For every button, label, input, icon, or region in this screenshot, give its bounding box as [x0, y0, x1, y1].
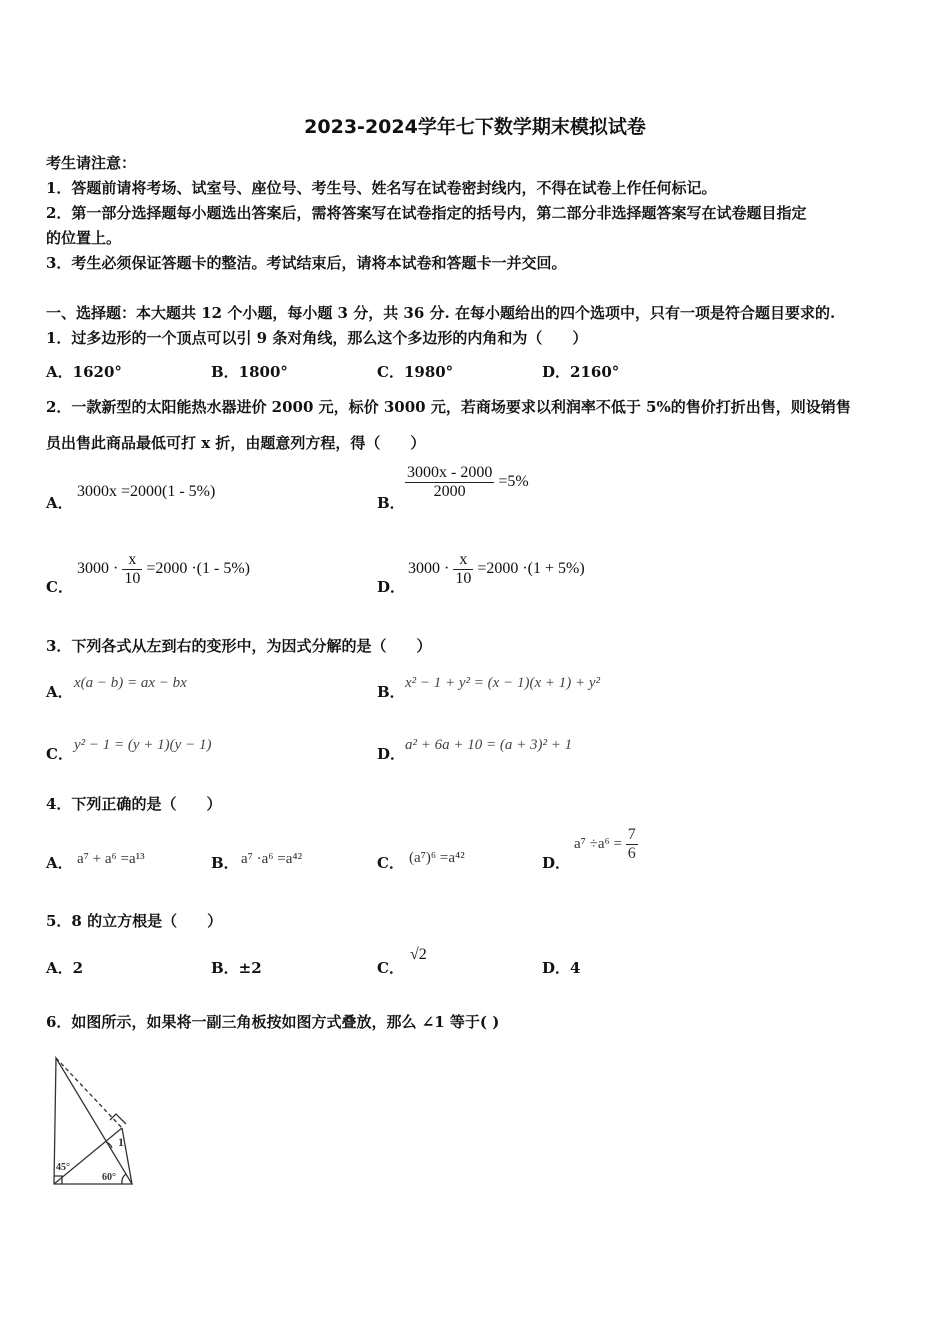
q1-stem: 1．过多边形的一个顶点可以引 9 条对角线，那么这个多边形的内角和为（ ） [46, 329, 588, 347]
q2-c-rest: =2000 ·(1 - 5%) [146, 560, 250, 578]
q2-d-expr [408, 551, 585, 588]
label-60: 60° [102, 1172, 116, 1183]
notice-item-1: 1．答题前请将考场、试室号、座位号、考生号、姓名写在试卷密封线内，不得在试卷上作任何标记。 [46, 179, 717, 197]
q1-option-a: A．1620° [46, 363, 122, 381]
q2-stem-1: 2．一款新型的太阳能热水器进价 2000 元，标价 3000 元，若商场要求以利润率不低于 5%的售价打折出售，则设销售 [46, 398, 851, 416]
q1-option-b: B．1800° [211, 363, 288, 381]
q2-b-numerator: 3000x - 2000 [407, 464, 493, 481]
q2-c-pre: 3000 · [77, 560, 119, 578]
label-angle-1: 1 [118, 1135, 124, 1149]
q2-d-denominator: 10 [455, 570, 472, 587]
q3-d-expr: a² + 6a + 10 = (a + 3)² + 1 [405, 737, 573, 753]
q4-a-expr: a⁷ + a⁶ =a¹³ [77, 851, 145, 867]
q4-d-label: D． [542, 854, 571, 872]
q5-option-b: B．±2 [211, 959, 262, 977]
q2-d-rest: =2000 ·(1 + 5%) [477, 560, 585, 578]
q4-c-expr: (a⁷)⁶ =a⁴² [409, 850, 465, 866]
q2-b-denominator: 2000 [433, 483, 466, 500]
q4-d-expr [574, 826, 638, 863]
q5-stem: 5．8 的立方根是（ ） [46, 912, 223, 930]
q3-b-expr: x² − 1 + y² = (x − 1)(x + 1) + y² [405, 675, 600, 691]
q2-b-expr [405, 464, 529, 501]
q2-d-label: D． [377, 578, 406, 596]
q2-b-label: B． [377, 494, 405, 512]
q2-d-numerator: x [453, 551, 473, 570]
q4-stem: 4．下列正确的是（ ） [46, 795, 222, 813]
notice-item-3: 3．考生必须保证答题卡的整洁。考试结束后，请将本试卷和答题卡一并交回。 [46, 254, 567, 272]
q4-a-label: A． [46, 854, 73, 872]
q3-c-expr: y² − 1 = (y + 1)(y − 1) [74, 737, 212, 753]
right-angle-mark [110, 1114, 126, 1124]
angle-60-arc [122, 1174, 126, 1184]
q2-c-expr [77, 551, 250, 588]
notice-item-2: 2．第一部分选择题每小题选出答案后，需将答案写在试卷指定的括号内，第二部分非选择题答案写在试卷题目指定 [46, 204, 807, 222]
page-title: 2023-2024学年七下数学期末模拟试卷 [304, 116, 646, 138]
q2-a-label: A． [46, 494, 73, 512]
q2-stem-2: 员出售此商品最低可打 x 折，由题意列方程，得（ ） [46, 434, 426, 452]
q2-c-numerator: x [122, 551, 142, 570]
q1-option-c: C．1980° [377, 363, 454, 381]
q3-b-label: B． [377, 683, 405, 701]
q3-a-expr: x(a − b) = ax − bx [74, 675, 187, 691]
q2-c-label: C． [46, 578, 73, 596]
q4-d-pre: a⁷ ÷a⁶ = [574, 835, 622, 852]
notice-heading: 考生请注意： [46, 154, 137, 172]
q3-d-label: D． [377, 745, 406, 763]
section-heading: 一、选择题：本大题共 12 个小题，每小题 3 分，共 36 分. 在每小题给出的四个选项中，只有一项是符合题目要求的. [46, 304, 836, 322]
q6-stem: 6．如图所示，如果将一副三角板按如图方式叠放，那么 ∠1 等于( ) [46, 1013, 500, 1031]
label-45: 45° [56, 1162, 70, 1173]
q3-stem: 3．下列各式从左到右的变形中，为因式分解的是（ ） [46, 637, 432, 655]
q5-option-d: D．4 [542, 959, 581, 977]
q5-c-expr: √2 [410, 946, 427, 963]
q4-d-denominator: 6 [627, 845, 636, 862]
q2-a-expr: 3000x =2000(1 - 5%) [77, 483, 216, 500]
triangle-figure [46, 1052, 138, 1190]
q2-d-pre: 3000 · [408, 560, 450, 578]
q1-option-d: D．2160° [542, 363, 620, 381]
q4-b-expr: a⁷ ·a⁶ =a⁴² [241, 851, 303, 867]
q3-c-label: C． [46, 745, 73, 763]
q5-option-c: C． [377, 959, 404, 977]
q5-option-a: A．2 [46, 959, 84, 977]
q3-a-label: A． [46, 683, 73, 701]
q2-b-rest: =5% [498, 473, 529, 491]
notice-item-2-cont: 的位置上。 [46, 229, 122, 247]
q2-c-denominator: 10 [124, 570, 141, 587]
q4-c-label: C． [377, 854, 404, 872]
q4-d-numerator: 7 [627, 826, 636, 843]
q4-b-label: B． [211, 854, 239, 872]
